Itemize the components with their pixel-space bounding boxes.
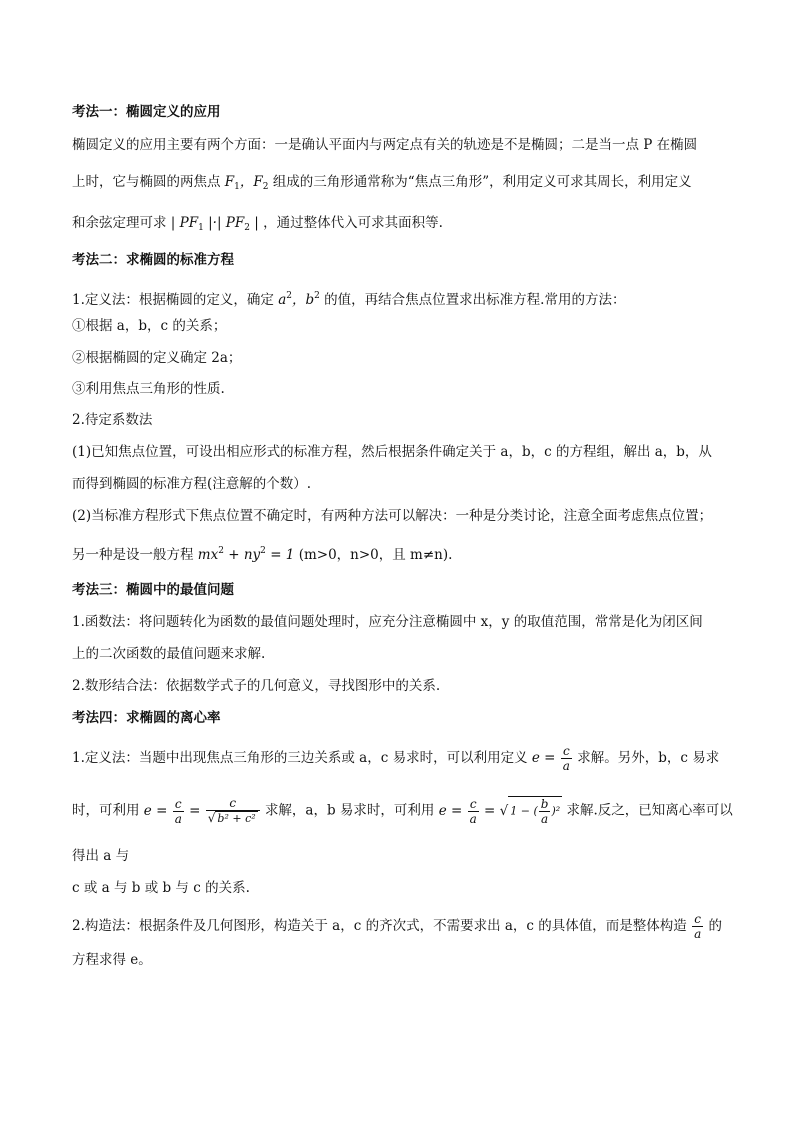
fraction-c-over-a: $\frac{c}{a}$ bbox=[562, 744, 570, 773]
text-span: 求解，a，b 易求时，可利用 bbox=[264, 802, 435, 819]
text-span: 组成的三角形通常称为“焦点三角形”，利用定义可求其周长，利用定义 bbox=[272, 174, 692, 190]
section-4-line-1 bbox=[72, 744, 719, 773]
text-span: ，通过整体代入可求其面积等. bbox=[263, 215, 443, 231]
fraction-c-over-a: $\frac{c}{a}$ bbox=[174, 796, 182, 826]
section-3-heading: 考法三：椭圆中的最值问题 bbox=[72, 582, 234, 598]
math-f1f2: $F_1$，$F_2$ bbox=[224, 174, 269, 192]
section-2-line-2: ①根据 a，b，c 的关系； bbox=[72, 318, 227, 334]
section-2-line-1 bbox=[72, 286, 625, 310]
section-2-line-5: 2.待定系数法 bbox=[72, 412, 153, 428]
section-1-text-1: 椭圆定义的应用主要有两个方面：一是确认平面内与两定点有关的轨迹是不是椭圆；二是当一点 P 在椭圆 bbox=[72, 137, 698, 153]
math-e-ab-formula: e = $\frac{c}{a}$ = √ 1 − ( $\frac{b}{a}$ )² bbox=[438, 796, 561, 826]
section-3-line-2: 上的二次函数的最值问题来求解. bbox=[72, 646, 266, 662]
text-span: 1.定义法：当题中出现焦点三角形的三边关系或 a，c 易求时，可以利用定义 bbox=[72, 750, 528, 766]
text-span: 和余弦定理可求 bbox=[72, 215, 167, 231]
section-2-line-3: ②根据椭圆的定义确定 2a； bbox=[72, 350, 242, 366]
section-1-text-3 bbox=[72, 213, 443, 238]
section-2-heading: 考法二：求椭圆的标准方程 bbox=[72, 252, 234, 268]
section-1-text-2 bbox=[72, 172, 692, 197]
section-3-line-1: 1.函数法：将问题转化为函数的最值问题处理时，应充分注意椭圆中 x，y 的取值范围，常常是化为闭区间 bbox=[72, 614, 703, 630]
section-4-line-3: 得出 a 与 bbox=[72, 848, 130, 864]
text-span: 求解.反之，已知离心率可以 bbox=[566, 802, 733, 819]
section-2-line-9 bbox=[72, 541, 452, 565]
section-2-line-7: 而得到椭圆的标准方程(注意解的个数）. bbox=[72, 476, 312, 492]
text-span: 的 bbox=[708, 918, 723, 934]
section-1-heading: 考法一：椭圆定义的应用 bbox=[72, 104, 221, 120]
section-4-heading: 考法四：求椭圆的离心率 bbox=[72, 710, 221, 726]
section-3-line-3: 2.数形结合法：依据数学式子的几何意义，寻找图形中的关系. bbox=[72, 678, 441, 694]
section-2-line-6: (1)已知焦点位置，可设出相应形式的标准方程，然后根据条件确定关于 a，b，c 的方程组，解出 a，b，从 bbox=[72, 444, 712, 460]
fraction-c-over-a: $\frac{c}{a}$ bbox=[694, 912, 702, 941]
text-span: (m>0，n>0，且 m≠n). bbox=[298, 547, 453, 563]
text-span: 时，可利用 bbox=[72, 802, 140, 819]
text-span: 上时，它与椭圆的两焦点 bbox=[72, 174, 221, 190]
text-span: 1.定义法：根据椭圆的定义，确定 bbox=[72, 292, 274, 308]
math-e-bc-formula: e = $\frac{c}{a}$ = $\frac{c}{\text{√ b² + c²}}$ bbox=[144, 803, 265, 819]
section-2-line-4: ③利用焦点三角形的性质. bbox=[72, 381, 225, 397]
text-span: 求解。另外，b，c 易求 bbox=[577, 750, 720, 766]
section-4-line-5 bbox=[72, 912, 722, 941]
math-general-equation: $mx^2 + ny^2 = 1$ bbox=[197, 546, 295, 563]
math-a2-b2: $a^2$，$b^2$ bbox=[278, 291, 320, 308]
math-pf1-pf2: | $PF_1$ |·| $PF_2$ | bbox=[170, 215, 259, 233]
section-4-line-2 bbox=[72, 796, 733, 826]
fraction-b-over-a: $\frac{b}{a}$ bbox=[540, 797, 549, 826]
fraction-c-over-sqrt: $\frac{c}{\text{√ b² + c²}}$ bbox=[206, 796, 260, 826]
section-4-line-6: 方程求得 e。 bbox=[72, 952, 152, 968]
section-4-line-4: c 或 a 与 b 或 b 与 c 的关系. bbox=[72, 880, 250, 896]
section-2-line-8: (2)当标准方程形式下焦点位置不确定时，有两种方法可以解决：一种是分类讨论，注意全面考虑焦点位置； bbox=[72, 508, 713, 524]
text-span: 2.构造法：根据条件及几何图形，构造关于 a，c 的齐次式，不需要求出 a，c 的具体值，而是整体构造 bbox=[72, 918, 687, 934]
text-span: 另一种是设一般方程 bbox=[72, 547, 194, 563]
text-span: 的值，再结合焦点位置求出标准方程.常用的方法： bbox=[324, 292, 626, 308]
math-e-equals-c-over-a: e = $\frac{c}{a}$ bbox=[531, 744, 570, 773]
fraction-c-over-a: $\frac{c}{a}$ bbox=[469, 796, 477, 826]
